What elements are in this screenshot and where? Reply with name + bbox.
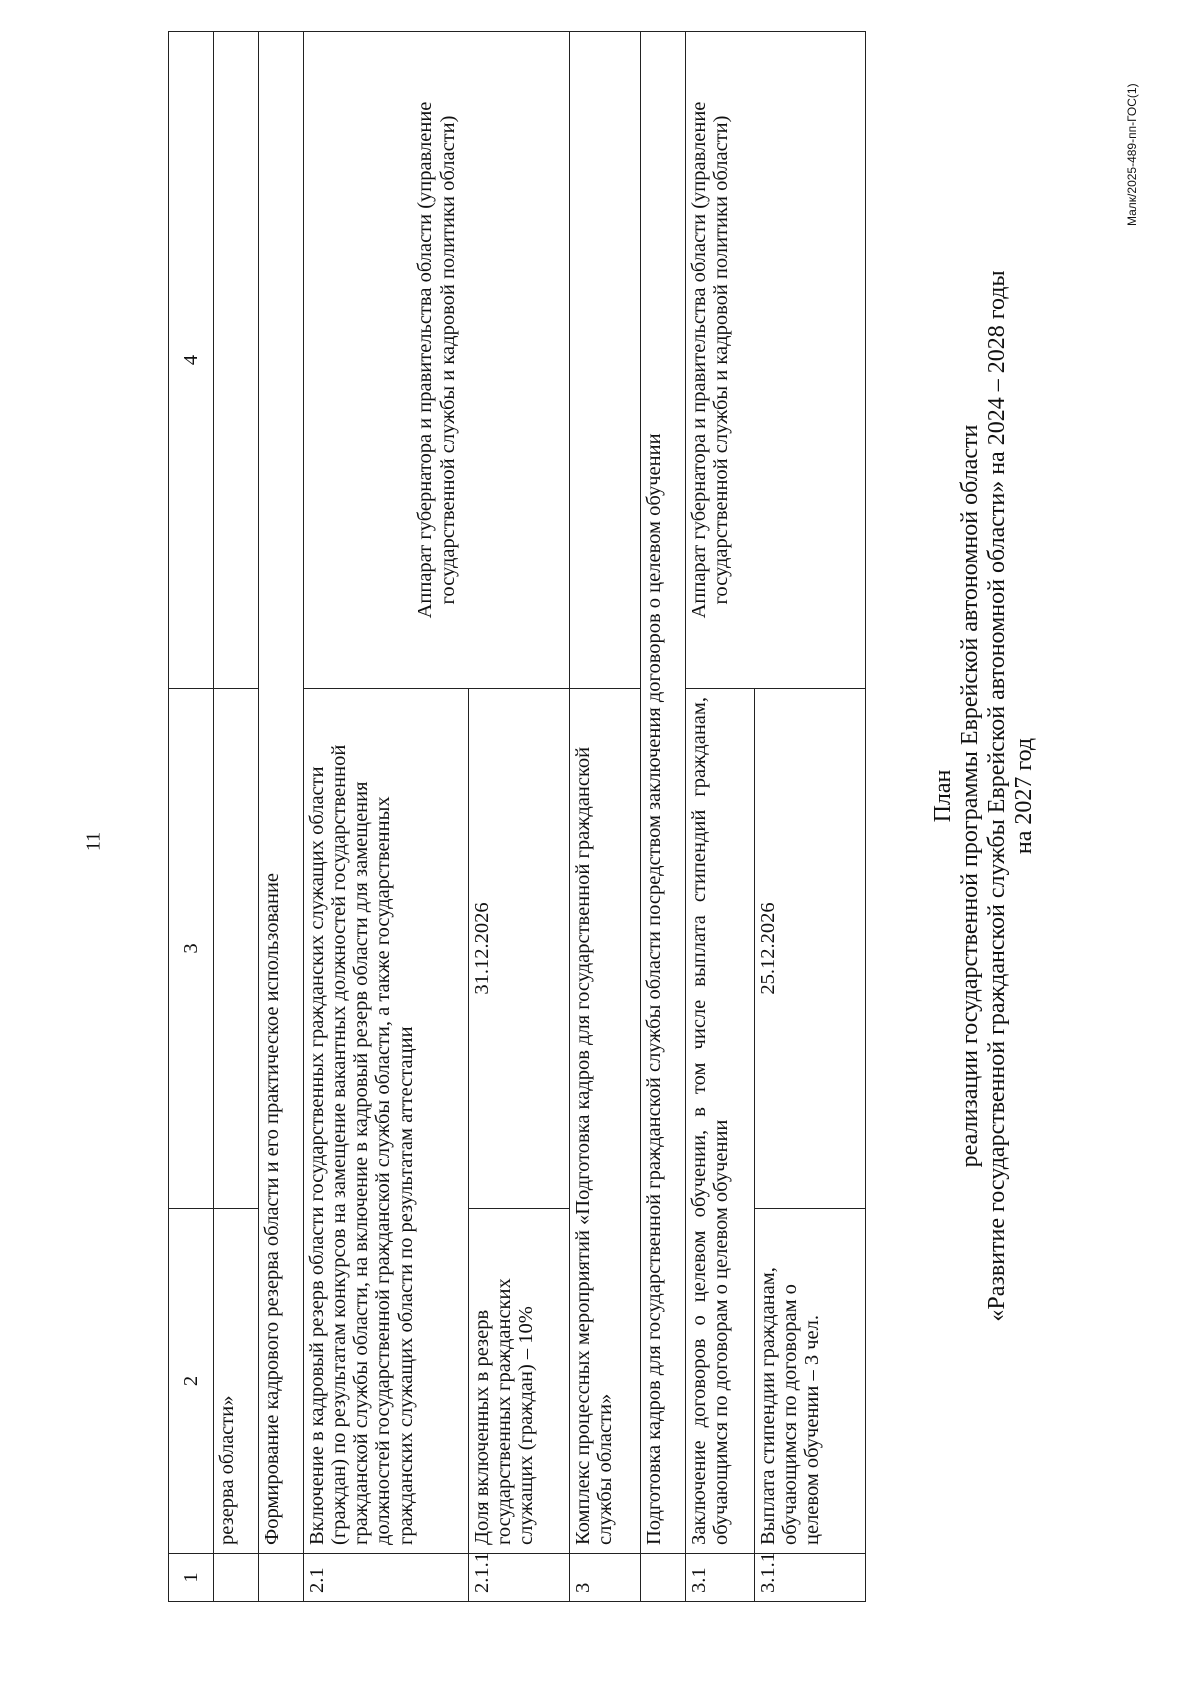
plan-heading-year: на 2027 год [1010,737,1037,855]
indicator-text: Выплата стипендии гражданам, обучающимся по договорам о целевом обучении – 3 чел. [755,1209,866,1554]
measure-text: Заключение договоров о целевом обучении, в том числе выплата стипендий гражданам, обучающимся по договорам о целевом обучении [686,689,755,1554]
table-row-3 [570,32,641,1602]
plan-heading [930,46,1038,1546]
section-title-training: Подготовка кадров для государственной гражданской службы области посредством заключения договоров о целевом обучении [641,32,686,1554]
indicator-text: Доля включенных в резерв государственных гражданских служащих (граждан) – 10% [469,1209,570,1554]
header-cell-4: 4 [169,32,214,689]
plan-table [168,31,866,1602]
continuation-text: резерва области» [214,1209,259,1554]
executor-text: Аппарат губернатора и правительства области (управление государственной службы и кадровой политики области) [686,32,866,689]
row-number: 2.1.1 [469,1554,570,1602]
deadline-date: 25.12.2026 [755,689,866,1209]
measure-text: Включение в кадровый резерв области государственных гражданских служащих области (граждан) по результатам конкурсов на замещение вакантных должностей государственной гражданской службы области, на включение в кадровый резерв области для замещения должностей государственной гражданской службы области, а также государственных гражданских служащих области по результатам аттестации [304,689,469,1554]
row-number: 3 [570,1554,641,1602]
table-header-row [169,32,214,1602]
table-row-section-training [641,32,686,1602]
header-cell-2: 2 [169,1209,214,1554]
table-row-continuation [214,32,259,1602]
deadline-date: 31.12.2026 [469,689,570,1209]
plan-heading-subtitle: реализации государственной программы Еврейской автономной области [956,424,983,1168]
plan-heading-title: План [930,769,956,823]
row-number: 3.1 [686,1554,755,1602]
row-number: 2.1 [304,1554,469,1602]
section-title-formation: Формирование кадрового резерва области и его практическое использование [259,32,304,1554]
document-code: Малк/2025-489-пп-ГОС(1) [1125,83,1139,226]
header-cell-3: 3 [169,689,214,1209]
executor-text: Аппарат губернатора и правительства области (управление государственной службы и кадровой политики области) [304,32,570,689]
row-number: 3.1.1 [755,1554,866,1602]
table-row-section-formation [259,32,304,1602]
plan-heading-program: «Развитие государственной гражданской службы Еврейской автономной области» на 2024 – 2028 годы [983,270,1010,1322]
complex-title: Комплекс процессных мероприятий «Подготовка кадров для государственной гражданской службы области» [570,689,641,1554]
table-row-2-1 [304,32,469,1602]
header-cell-1: 1 [169,1554,214,1602]
table-row-3-1 [686,32,755,1602]
page-number: 11 [82,831,105,852]
